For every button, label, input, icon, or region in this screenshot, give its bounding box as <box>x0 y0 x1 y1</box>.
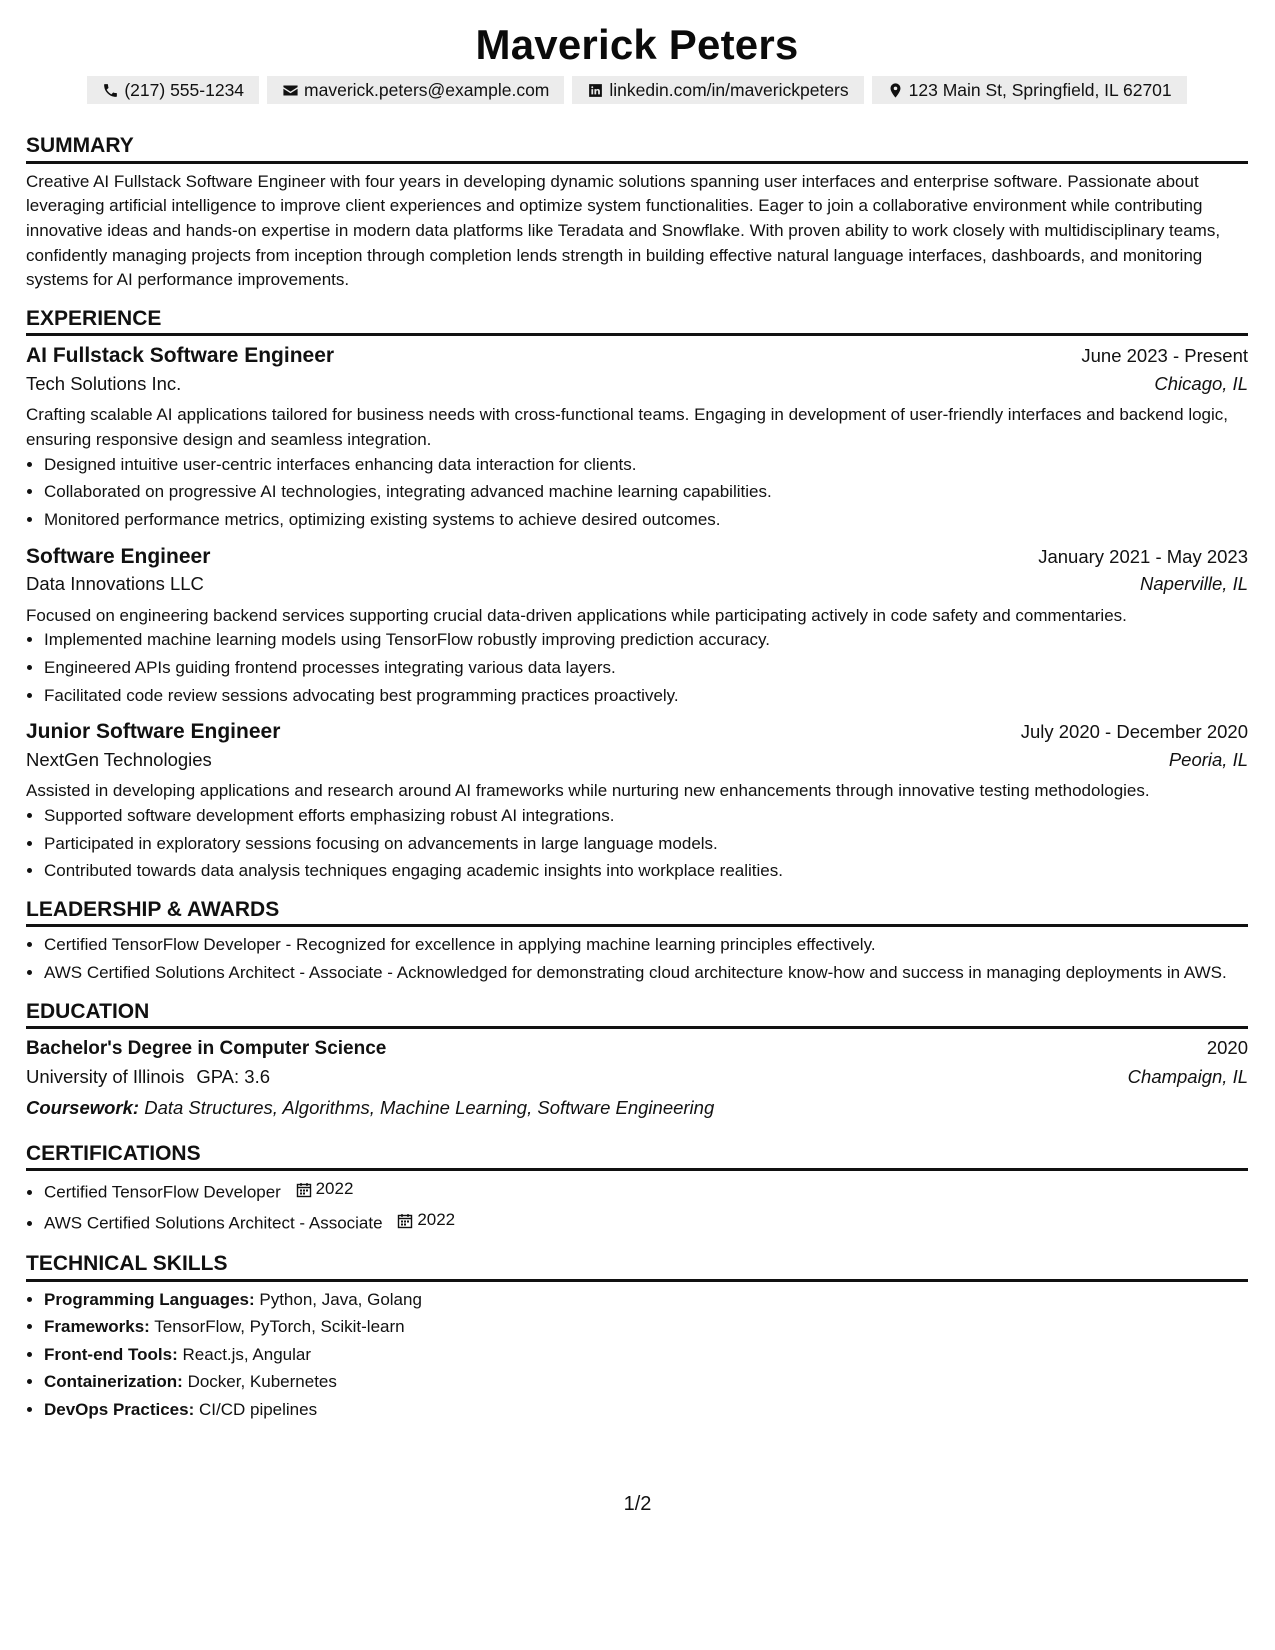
leadership-list <box>26 933 1248 985</box>
email-text: maverick.peters@example.com <box>304 80 550 101</box>
calendar-icon <box>296 1182 312 1198</box>
job-date: July 2020 - December 2020 <box>1020 721 1248 743</box>
summary-heading: SUMMARY <box>26 132 1248 163</box>
cert-name: Certified TensorFlow Developer <box>44 1182 281 1202</box>
skill-value: TensorFlow, PyTorch, Scikit-learn <box>154 1317 405 1337</box>
leadership-heading: LEADERSHIP & AWARDS <box>26 896 1248 927</box>
job-description: Crafting scalable AI applications tailored for business needs with cross-functional teams. Engaging in development of user-friendly interfaces and backend logic, ensuring responsive design and seamless integration. <box>26 405 1229 449</box>
skill-label: Programming Languages: <box>44 1289 255 1309</box>
candidate-name: Maverick Peters <box>475 21 799 68</box>
job-location: Naperville, IL <box>1140 572 1248 594</box>
list-item: • Certified TensorFlow Developer - Recognized for excellence in applying machine learning principles effectively. <box>44 933 1248 958</box>
skills-heading: TECHNICAL SKILLS <box>26 1250 1248 1281</box>
skill-value: CI/CD pipelines <box>198 1400 318 1420</box>
experience-heading: EXPERIENCE <box>26 305 1248 336</box>
list-item <box>44 1370 1248 1395</box>
experience-section <box>26 305 1248 884</box>
education-heading: EDUCATION <box>26 998 1248 1029</box>
list-item: • Monitored performance metrics, optimizing existing systems to achieve desired outcomes. <box>44 508 1248 533</box>
school-name: University of Illinois <box>26 1066 185 1088</box>
job-title: Software Engineer <box>26 544 211 568</box>
list-item: • Contributed towards data analysis techniques engaging academic insights into workplace realities. <box>44 859 1248 884</box>
cert-year: 2022 <box>417 1210 456 1230</box>
job-description: Focused on engineering backend services supporting crucial data-driven applications while participating actively in code safety and commentaries. <box>26 605 1127 625</box>
list-item <box>44 1208 1248 1236</box>
contact-row <box>26 76 1248 104</box>
envelope-icon <box>282 82 299 99</box>
degree: Bachelor's Degree in Computer Science <box>26 1037 387 1059</box>
coursework-label: Coursework: <box>26 1097 140 1119</box>
contact-address <box>872 76 1187 104</box>
contact-linkedin[interactable] <box>572 76 863 104</box>
job-company: Data Innovations LLC <box>26 572 204 594</box>
leadership-section <box>26 896 1248 986</box>
skills-list <box>26 1288 1248 1423</box>
job-company: NextGen Technologies <box>26 748 212 770</box>
skill-label: Front-end Tools: <box>44 1344 178 1364</box>
list-item <box>44 1343 1248 1368</box>
cert-year: 2022 <box>315 1179 354 1199</box>
list-item <box>44 1315 1248 1340</box>
job-title: Junior Software Engineer <box>26 720 281 744</box>
list-item: • Facilitated code review sessions advocating best programming practices proactively. <box>44 684 1248 709</box>
resume-page <box>26 20 1248 1435</box>
skill-label: Containerization: <box>44 1372 183 1392</box>
job-location: Peoria, IL <box>1168 748 1248 770</box>
skill-value: React.js, Angular <box>182 1344 312 1364</box>
list-item: • Implemented machine learning models using TensorFlow robustly improving prediction accuracy. <box>44 628 1248 653</box>
skill-value: Python, Java, Golang <box>259 1289 422 1309</box>
job-bullets <box>26 804 1248 884</box>
list-item: • Designed intuitive user-centric interfaces enhancing data interaction for clients. <box>44 453 1248 478</box>
cert-name: AWS Certified Solutions Architect - Associate <box>44 1213 383 1233</box>
skill-value: Docker, Kubernetes <box>187 1372 337 1392</box>
list-item: • Supported software development efforts emphasizing robust AI integrations. <box>44 804 1248 829</box>
list-item: • Engineered APIs guiding frontend processes integrating various data layers. <box>44 656 1248 681</box>
job-entry <box>26 718 1248 884</box>
summary-section <box>26 132 1248 293</box>
list-item: • Participated in exploratory sessions focusing on advancements in large language models. <box>44 832 1248 857</box>
job-entry <box>26 543 1248 709</box>
job-bullets <box>26 628 1248 708</box>
coursework <box>26 1095 1248 1122</box>
summary-text: Creative AI Fullstack Software Engineer with four years in developing dynamic solutions spanning user interfaces and enterprise software. Passionate about leveraging artificial intelligence to improve client experiences and optimize system functionalities. Eager to join a collaborative environment while contributing innovative ideas and hands-on expertise in modern data platforms like Teradata and Snowflake. With proven ability to work closely with multidisciplinary teams, confidently managing projects from inception through completion lends strength in building effective natural language interfaces, dashboards, and monitoring systems for AI performance improvements. <box>26 171 1221 290</box>
job-date: January 2021 - May 2023 <box>1038 545 1248 567</box>
list-item: • Collaborated on progressive AI technologies, integrating advanced machine learning capabilities. <box>44 480 1248 505</box>
skill-label: Frameworks: <box>44 1317 150 1337</box>
skills-section <box>26 1250 1248 1423</box>
location-pin-icon <box>887 82 904 99</box>
graduation-year: 2020 <box>1206 1036 1248 1058</box>
job-title: AI Fullstack Software Engineer <box>26 344 335 368</box>
contact-email[interactable] <box>267 76 564 104</box>
job-entry <box>26 342 1248 532</box>
school-location: Champaign, IL <box>1127 1066 1248 1088</box>
coursework-list: Data Structures, Algorithms, Machine Learning, Software Engineering <box>144 1097 715 1119</box>
education-section <box>26 998 1248 1122</box>
certifications-heading: CERTIFICATIONS <box>26 1140 1248 1171</box>
list-item <box>44 1177 1248 1205</box>
address-text: 123 Main St, Springfield, IL 62701 <box>908 80 1172 101</box>
job-location: Chicago, IL <box>1154 372 1248 394</box>
list-item <box>44 1288 1248 1313</box>
certifications-list <box>26 1177 1248 1236</box>
job-description: Assisted in developing applications and research around AI frameworks while nurturing new enhancements through innovative testing methodologies. <box>26 781 1150 801</box>
job-bullets <box>26 453 1248 533</box>
contact-phone <box>87 76 259 104</box>
linkedin-text: linkedin.com/in/maverickpeters <box>609 80 849 101</box>
phone-icon <box>102 82 119 99</box>
certifications-section <box>26 1140 1248 1236</box>
calendar-icon <box>397 1213 413 1229</box>
gpa: GPA: 3.6 <box>196 1066 271 1088</box>
skill-label: DevOps Practices: <box>44 1400 195 1420</box>
phone-text: (217) 555-1234 <box>124 80 245 101</box>
job-company: Tech Solutions Inc. <box>26 372 182 394</box>
job-date: June 2023 - Present <box>1081 345 1248 367</box>
linkedin-icon <box>587 82 604 99</box>
list-item <box>44 1398 1248 1423</box>
page-number: 1/2 <box>623 1493 652 1515</box>
list-item: • AWS Certified Solutions Architect - Associate - Acknowledged for demonstrating cloud architecture know-how and success in managing deployments in AWS. <box>44 961 1248 986</box>
